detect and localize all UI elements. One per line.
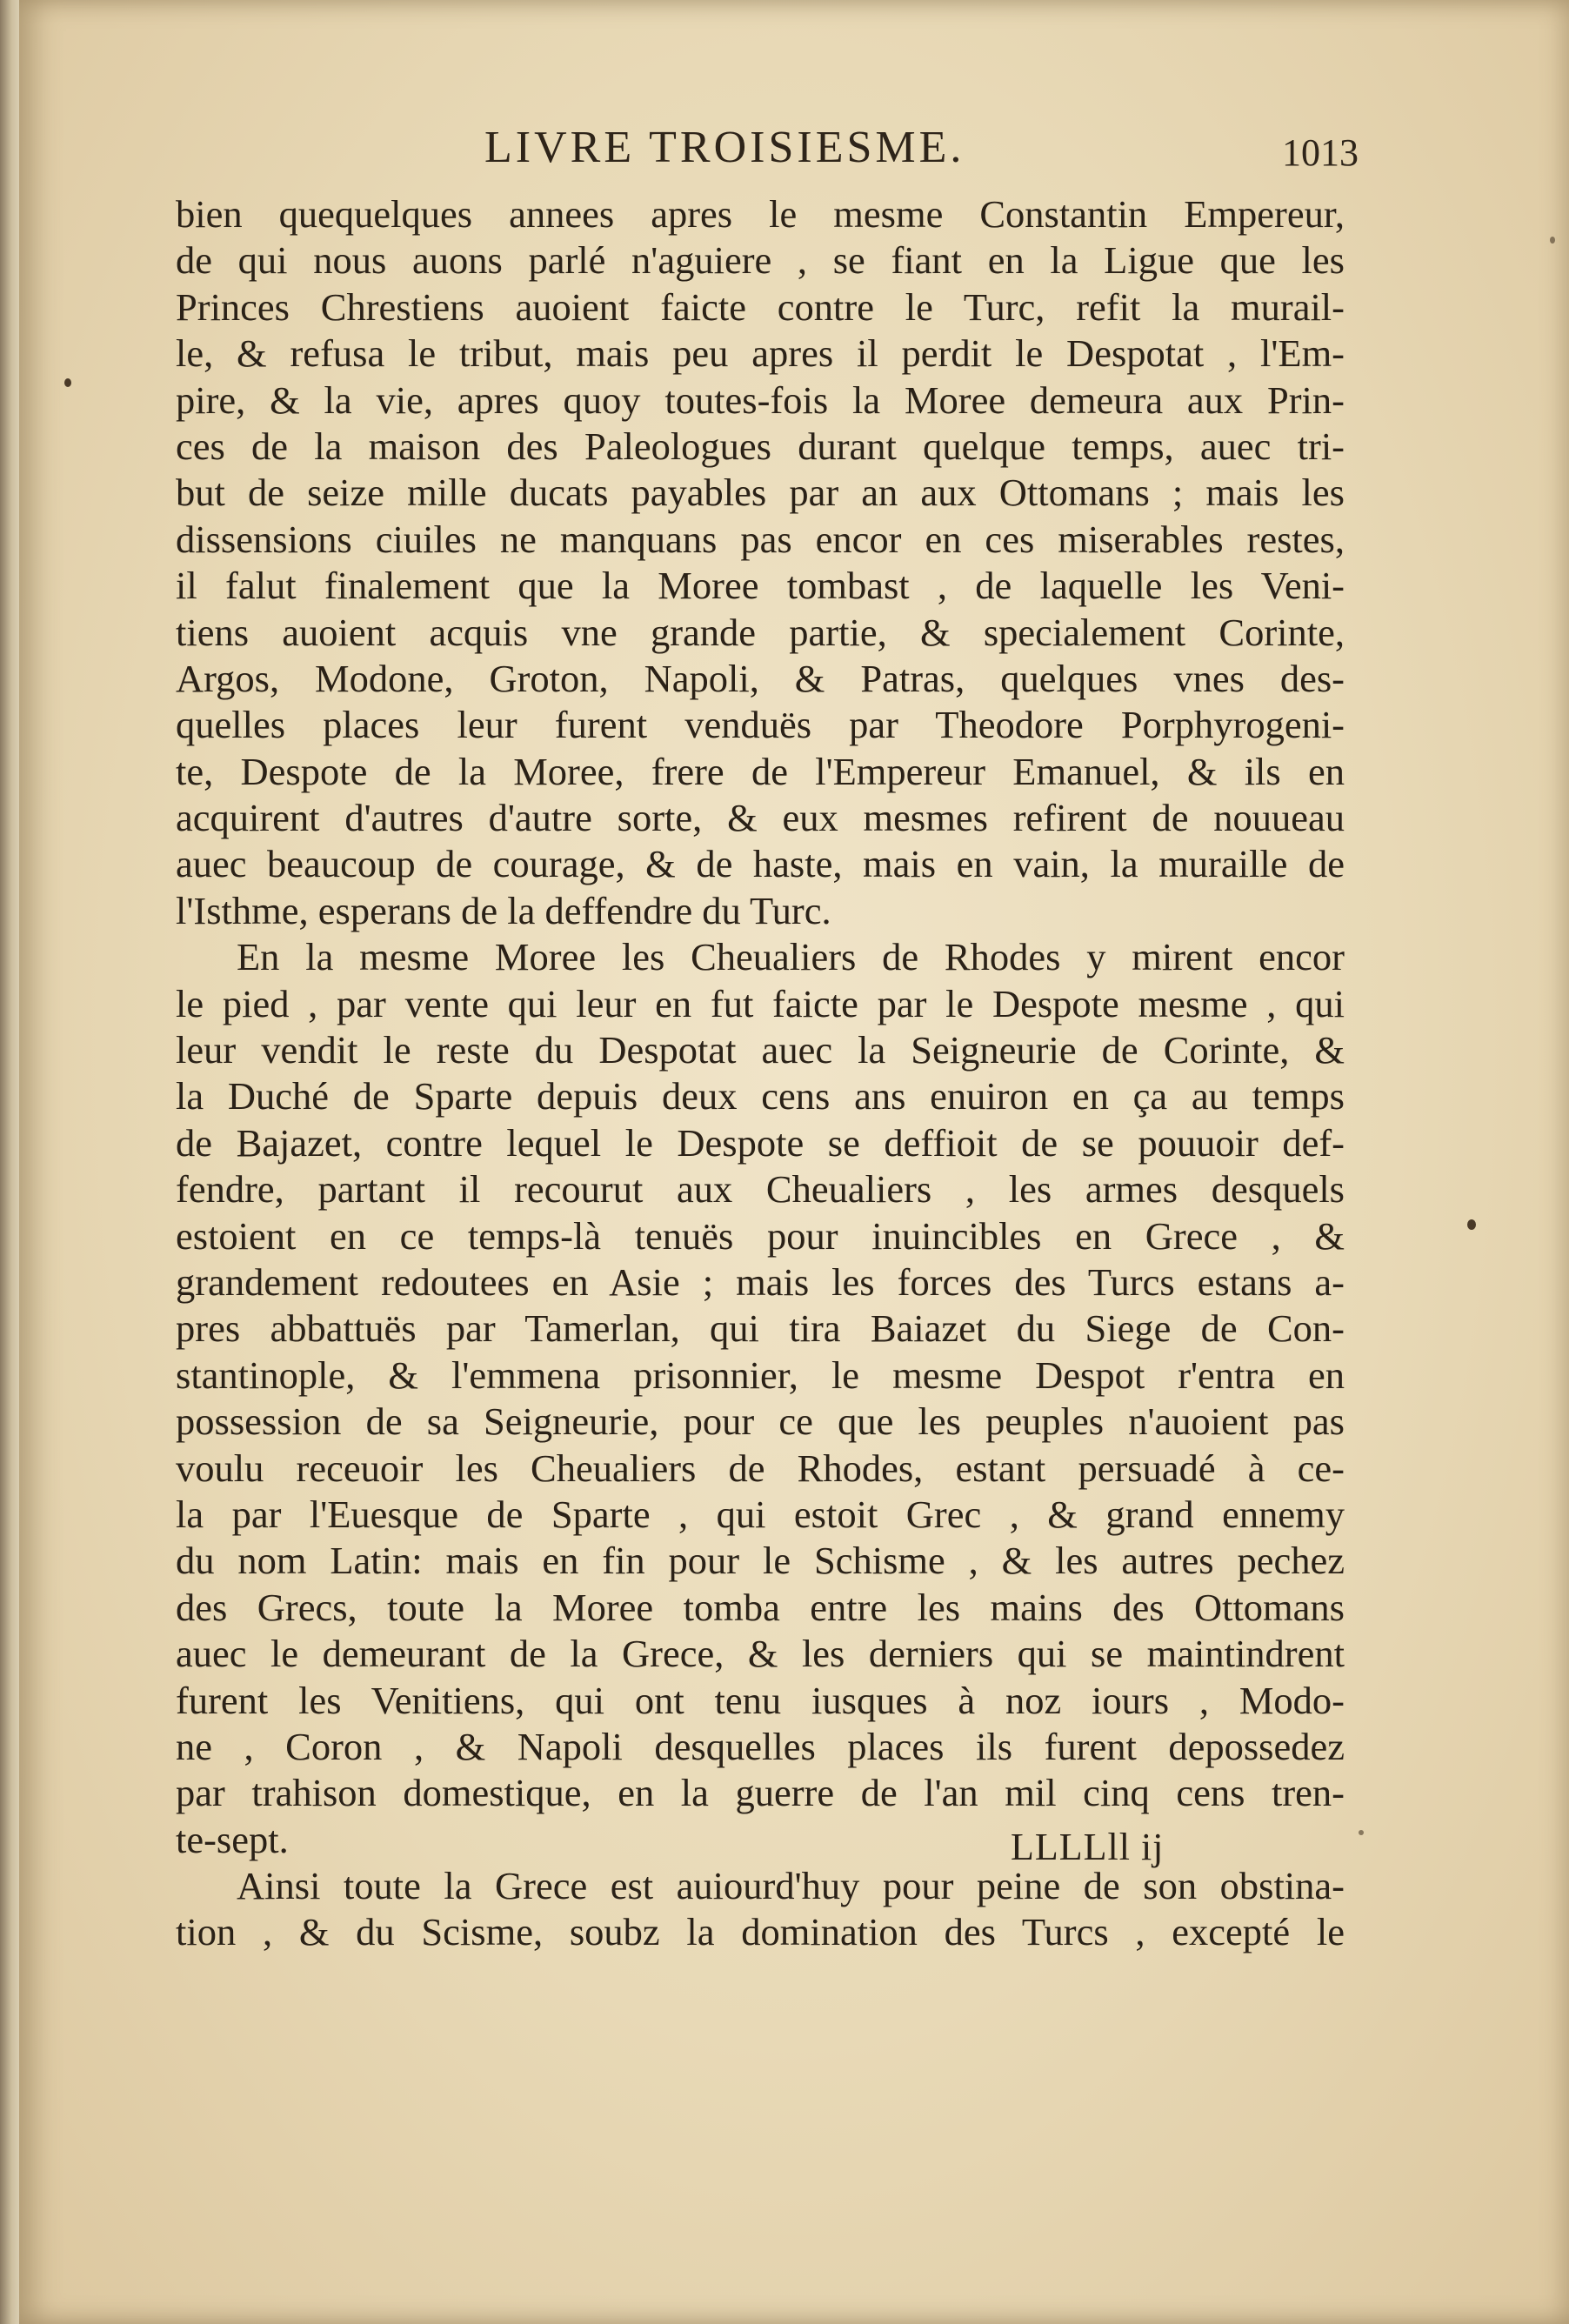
text-line: l'Isthme, esperans de la deffendre du Turc. (176, 888, 831, 932)
text-line: En la mesme Moree les Cheualiers de Rhodes y mirent encor (237, 935, 1345, 979)
text-line: des Grecs, toute la Moree tomba entre les mains des Ottomans (176, 1585, 1345, 1629)
ink-speck (1550, 237, 1555, 244)
text-line: tion , & du Scisme, soubz la domination des Turcs , excepté le (176, 1910, 1345, 1954)
text-line: quelles places leur furent venduës par Theodore Porphyrogeni- (176, 703, 1345, 747)
text-line: auec beaucoup de courage, & de haste, mais en vain, la muraille de (176, 842, 1345, 886)
text-line: Argos, Modone, Groton, Napoli, & Patras, quelques vnes des- (176, 656, 1345, 700)
text-line: du nom Latin: mais en fin pour le Schisme , & les autres pechez (176, 1539, 1345, 1583)
text-line: estoient en ce temps-là tenuës pour inuincibles en Grece , & (176, 1213, 1345, 1258)
ink-speck (1467, 1219, 1476, 1230)
text-line: furent les Venitiens, qui ont tenu iusques à noz iours , Modo- (176, 1678, 1345, 1722)
text-line: Princes Chrestiens auoient faicte contre le Turc, refit la murail- (176, 284, 1345, 329)
text-line: ces de la maison des Paleologues durant quelque temps, auec tri- (176, 424, 1345, 468)
text-line: ne , Coron , & Napoli desquelles places ils furent depossedez (176, 1724, 1345, 1768)
ink-speck (64, 378, 71, 387)
running-head (176, 122, 1359, 174)
text-line: pres abbattuës par Tamerlan, qui tira Baiazet du Siege de Con- (176, 1306, 1345, 1351)
text-line: par trahison domestique, en la guerre de l'an mil cinq cens tren- (176, 1771, 1345, 1815)
text-line: grandement redoutees en Asie ; mais les forces des Turcs estans a- (176, 1259, 1345, 1304)
text-line: possession de sa Seigneurie, pour ce que les peuples n'auoient pas (176, 1399, 1345, 1444)
text-line: voulu receuoir les Cheualiers de Rhodes, estant persuadé à ce- (176, 1446, 1345, 1490)
ink-speck (1359, 1830, 1364, 1835)
text-line: pire, & la vie, apres quoy toutes-fois la Moree demeura aux Prin- (176, 377, 1345, 422)
text-line: le pied , par vente qui leur en fut faicte par le Despote mesme , qui (176, 981, 1345, 1025)
text-line: de Bajazet, contre lequel le Despote se deffioit de se pouuoir def- (176, 1120, 1345, 1165)
text-line: leur vendit le reste du Despotat auec la Seigneurie de Corinte, & (176, 1028, 1345, 1072)
text-line: la Duché de Sparte depuis deux cens ans enuiron en ça au temps (176, 1074, 1345, 1119)
text-line: bien quequelques annees apres le mesme Constantin Empereur, (176, 192, 1345, 236)
text-line: de qui nous auons parlé n'aguiere , se fiant en la Ligue que les (176, 238, 1345, 283)
text-line: la par l'Euesque de Sparte , qui estoit Grec , & grand ennemy (176, 1492, 1345, 1536)
text-line: acquirent d'autres d'autre sorte, & eux mesmes refirent de nouueau (176, 796, 1345, 840)
book-page (19, 0, 1569, 2324)
page-number: 1013 (1282, 131, 1359, 174)
text-line: tiens auoient acquis vne grande partie, & specialement Corinte, (176, 610, 1345, 654)
text-line: auec le demeurant de la Grece, & les derniers qui se maintindrent (176, 1632, 1345, 1676)
text-line: te-sept. (176, 1817, 289, 1861)
text-line: Ainsi toute la Grece est auiourd'huy pour peine de son obstina- (237, 1864, 1345, 1908)
text-line: te, Despote de la Moree, frere de l'Empereur Emanuel, & ils en (176, 749, 1345, 793)
text-line: dissensions ciuiles ne manquans pas encor en ces miserables restes, (176, 517, 1345, 561)
text-line: il falut finalement que la Moree tombast , de laquelle les Veni- (176, 564, 1345, 608)
text-line: stantinople, & l'emmena prisonnier, le mesme Despot r'entra en (176, 1352, 1345, 1397)
signature-mark: LLLLll ij (1011, 1826, 1165, 1868)
body-text (176, 191, 1345, 1956)
text-line: but de seize mille ducats payables par an aux Ottomans ; mais les (176, 471, 1345, 515)
text-line: fendre, partant il recourut aux Cheualiers , les armes desquels (176, 1167, 1345, 1212)
text-line: le, & refusa le tribut, mais peu apres il perdit le Despotat , l'Em- (176, 331, 1345, 376)
running-head-title: LIVRE TROISIESME. (484, 123, 965, 172)
